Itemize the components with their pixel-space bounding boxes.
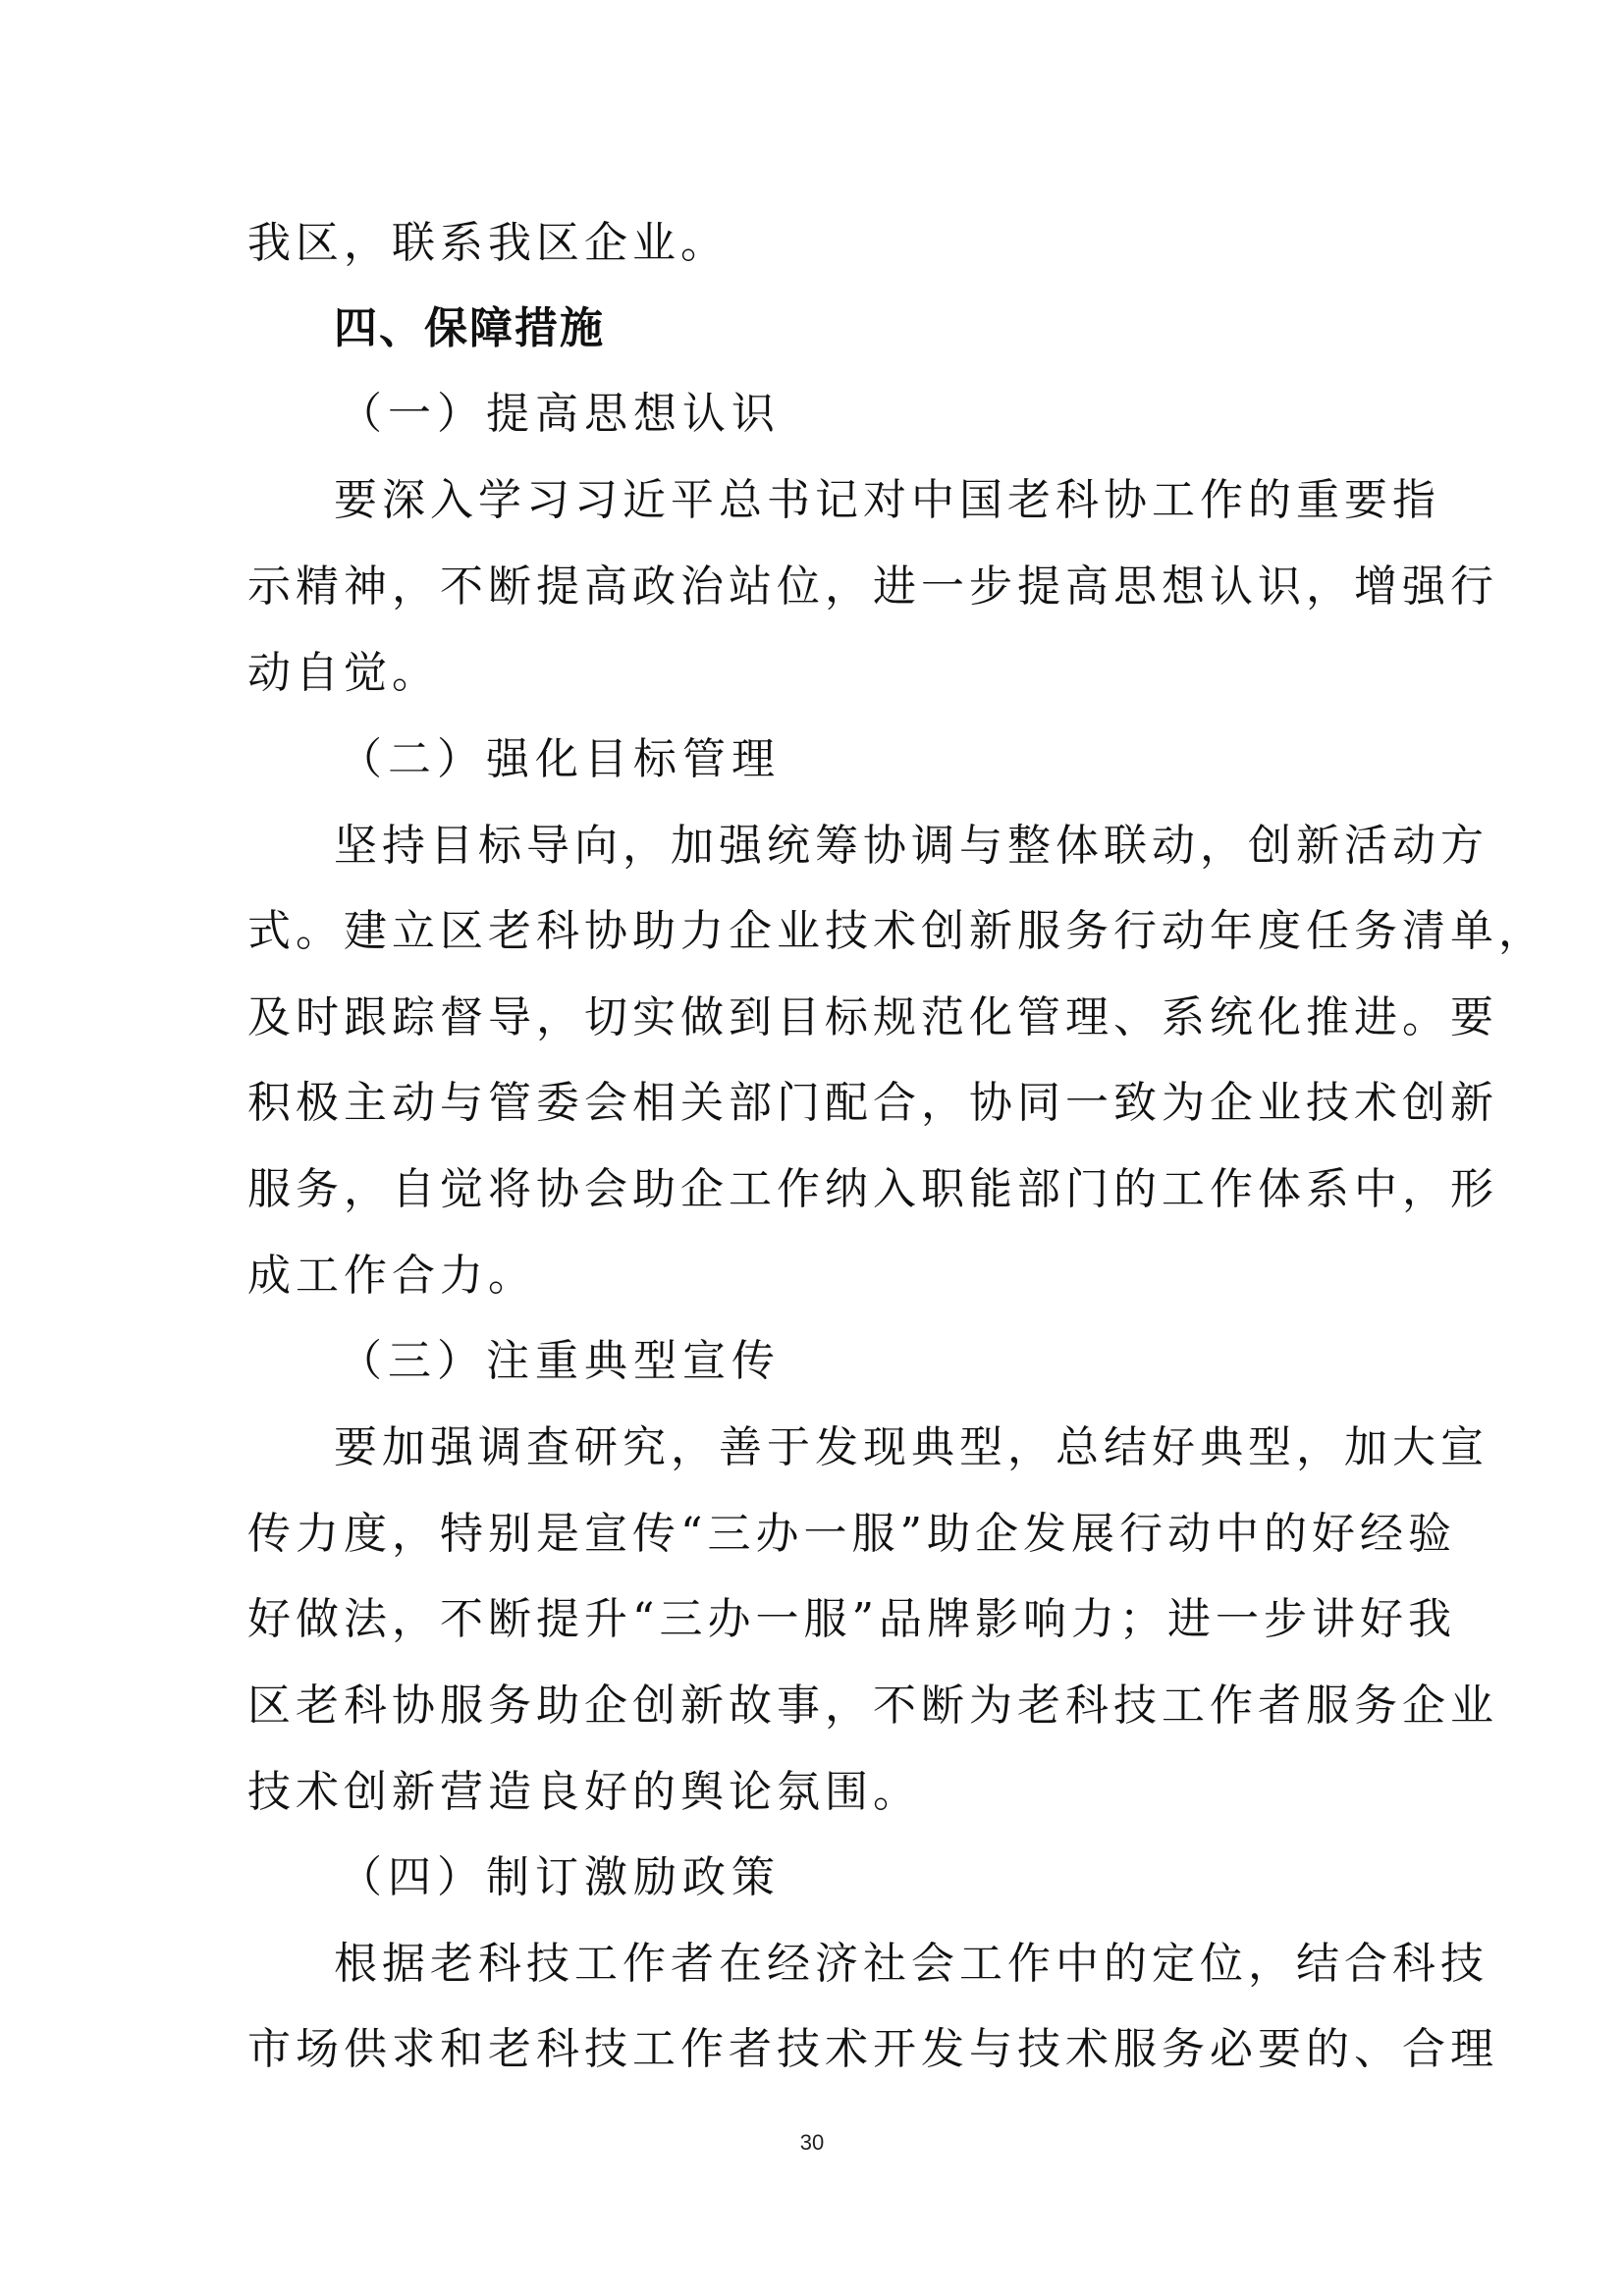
paragraph-line: 及时跟踪督导，切实做到目标规范化管理、系统化推进。要 [247,992,1498,1042]
page-number: 30 [799,2130,825,2155]
paragraph-line: 好做法，不断提升“三办一服”品牌影响力；进一步讲好我 [247,1594,1456,1644]
subsection-heading: （一）提高思想认识 [339,389,781,439]
paragraph-line: 服务，自觉将协会助企工作纳入职能部门的工作体系中，形 [247,1164,1498,1214]
paragraph-line: 坚持目标导向，加强统筹协调与整体联动，创新活动方 [334,821,1489,871]
paragraph-line: 市场供求和老科技工作者技术开发与技术服务必要的、合理 [247,2024,1498,2074]
subsection-heading: （四）制订激励政策 [339,1852,781,1902]
paragraph-line: 技术创新营造良好的舆论氛围。 [247,1767,921,1817]
paragraph-line: 要加强调查研究，善于发现典型，总结好典型，加大宣 [334,1422,1489,1472]
paragraph-line: 动自觉。 [247,648,440,698]
paragraph-line: 区老科协服务助企创新故事，不断为老科技工作者服务企业 [247,1681,1498,1731]
paragraph-line: 示精神，不断提高政治站位，进一步提高思想认识，增强行 [247,561,1498,612]
paragraph-line: 要深入学习习近平总书记对中国老科协工作的重要指 [334,475,1440,525]
paragraph-line: 积极主动与管委会相关部门配合，协同一致为企业技术创新 [247,1078,1498,1128]
paragraph-line: 我区，联系我区企业。 [247,218,729,268]
paragraph-line: 根据老科技工作者在经济社会工作中的定位，结合科技 [334,1939,1489,1989]
section-heading: 四、保障措施 [334,303,605,353]
paragraph-line: 式。建立区老科协助力企业技术创新服务行动年度任务清单， [247,906,1546,956]
paragraph-line: 传力度，特别是宣传“三办一服”助企发展行动中的好经验 [247,1509,1456,1559]
subsection-heading: （三）注重典型宣传 [339,1336,781,1386]
paragraph-line: 成工作合力。 [247,1251,536,1301]
subsection-heading: （二）强化目标管理 [339,734,781,784]
